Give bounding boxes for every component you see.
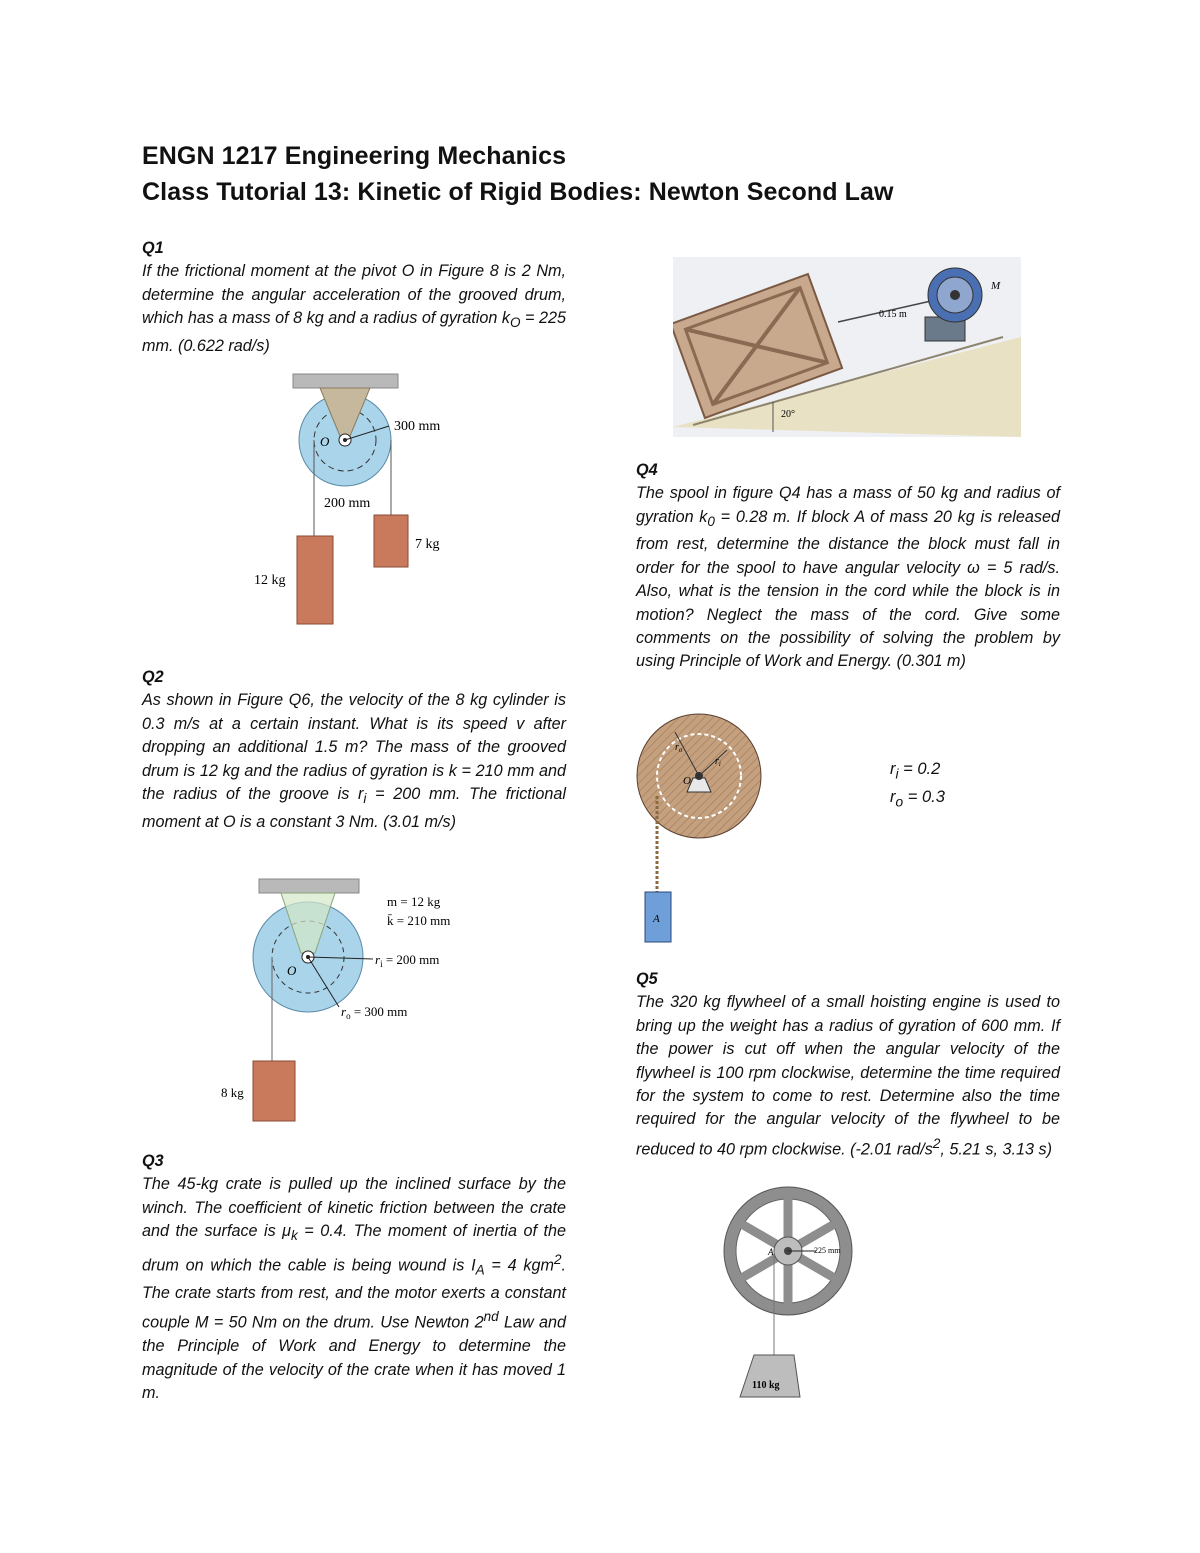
ro-value: $r_o = 0.3$ <box>890 788 945 810</box>
radius-label: 225 mm <box>814 1246 841 1255</box>
right-mass-label: 7 kg <box>415 537 440 552</box>
ri-value: $r_i = 0.2$ <box>890 760 941 782</box>
ro-symbol: $r_o$ <box>675 742 683 754</box>
mass-label: m = 12 kg <box>387 894 441 909</box>
cylinder-mass <box>253 1061 295 1121</box>
pivot-label: O <box>320 434 330 449</box>
question-text: The 320 kg flywheel of a small hoisting engine is used to bring up the weight has a radius of gyration of 600 mm. If the power is cut off when the angular velocity of the flywheel is 100 rpm clockwise, determine the time required for the system to come to rest. Determine also the time required for the angular velocity of the flywheel to be reduced to 40 rpm clockwise. (-2.01 rad/$s^2$, 5.21 s, 3.13 s) <box>636 993 1060 1159</box>
pivot-label: A <box>768 1247 774 1257</box>
question-q5 <box>636 968 1060 1162</box>
gyration-label: k̄ = 210 mm <box>387 913 451 928</box>
figure-q3-crate <box>673 257 1021 437</box>
left-mass-label: 12 kg <box>254 573 286 588</box>
pivot-label: O <box>683 775 691 787</box>
question-label: Q3 <box>142 1152 164 1170</box>
question-q3 <box>142 1150 566 1405</box>
ceiling-support <box>293 374 398 388</box>
distance-label: 0.15 m <box>879 309 907 320</box>
figure-q2-drum <box>215 875 475 1125</box>
question-text: As shown in Figure Q6, the velocity of the 8 kg cylinder is 0.3 m/s at a certain instant. What is its speed v after dropping an additional 1.5 m? The mass of the grooved drum is 12 kg and the radius of gyration is k = 210 mm and the radius of the groove is $r_i = 200$ mm. The frictional moment at O is a constant 3 Nm. (3.01 m/s) <box>142 691 566 831</box>
question-text: The 45-kg crate is pulled up the inclined surface by the winch. The coefficient of kinetic friction between the crate and the surface is $\mu_k = 0.4$. The moment of inertia of the drum on which the cable is being wound is $I_A = 4$ kgm$^2$. The crate starts from rest, and the motor exerts a constant couple M = 50 Nm on the drum. Use Newton 2nd Law and the Principle of Work and Energy to determine the magnitude of the velocity of the crate when it has moved 1 m. <box>142 1175 566 1402</box>
right-mass <box>374 515 408 567</box>
question-text: If the frictional moment at the pivot O in Figure 8 is 2 Nm, determine the angular acceleration of the grooved drum, which has a mass of 8 kg and a radius of gyration $k_O = 225$ mm. (0.622 rad/s) <box>142 262 566 355</box>
weight-label: 110 kg <box>752 1380 780 1391</box>
inner-radius-label: 200 mm <box>324 496 371 511</box>
question-text: The spool in figure Q4 has a mass of 50 kg and radius of gyration $k_0 = 0.28$ m. If block A of mass 20 kg is released from rest, determine the distance the block must fall in order for the spool to have angular velocity ω = 5 rad/s. Also, what is the tension in the cord while the block is in motion? Neglect the mass of the cord. Give some comments on the possibility of solving the problem by using Principle of Work and Energy. (0.301 m) <box>636 484 1060 671</box>
tutorial-title: Class Tutorial 13: Kinetic of Rigid Bodies: Newton Second Law <box>142 178 894 206</box>
question-q4 <box>636 459 1060 674</box>
radius-label: 300 mm <box>394 419 441 434</box>
figure-q1-drum <box>250 370 480 630</box>
ri-label: $r_i = 200$ mm <box>375 952 440 969</box>
pivot-label: O <box>287 963 297 978</box>
question-label: Q5 <box>636 970 658 988</box>
figure-q5-flywheel <box>712 1185 872 1405</box>
course-title: ENGN 1217 Engineering Mechanics <box>142 142 567 170</box>
question-q1 <box>142 237 566 358</box>
ceiling-support <box>259 879 359 893</box>
ri-symbol: $r_i$ <box>715 756 721 768</box>
question-q2 <box>142 666 566 834</box>
block-a-label: A <box>653 913 660 925</box>
figure-q4-spool <box>635 710 765 950</box>
cylinder-mass-label: 8 kg <box>221 1085 244 1100</box>
angle-label: 20° <box>781 409 795 420</box>
question-label: Q4 <box>636 461 658 479</box>
left-mass <box>297 536 333 624</box>
question-label: Q2 <box>142 668 164 686</box>
couple-label: M <box>991 280 1001 292</box>
ro-label: $r_o = 300$ mm <box>341 1004 408 1021</box>
question-label: Q1 <box>142 239 164 257</box>
